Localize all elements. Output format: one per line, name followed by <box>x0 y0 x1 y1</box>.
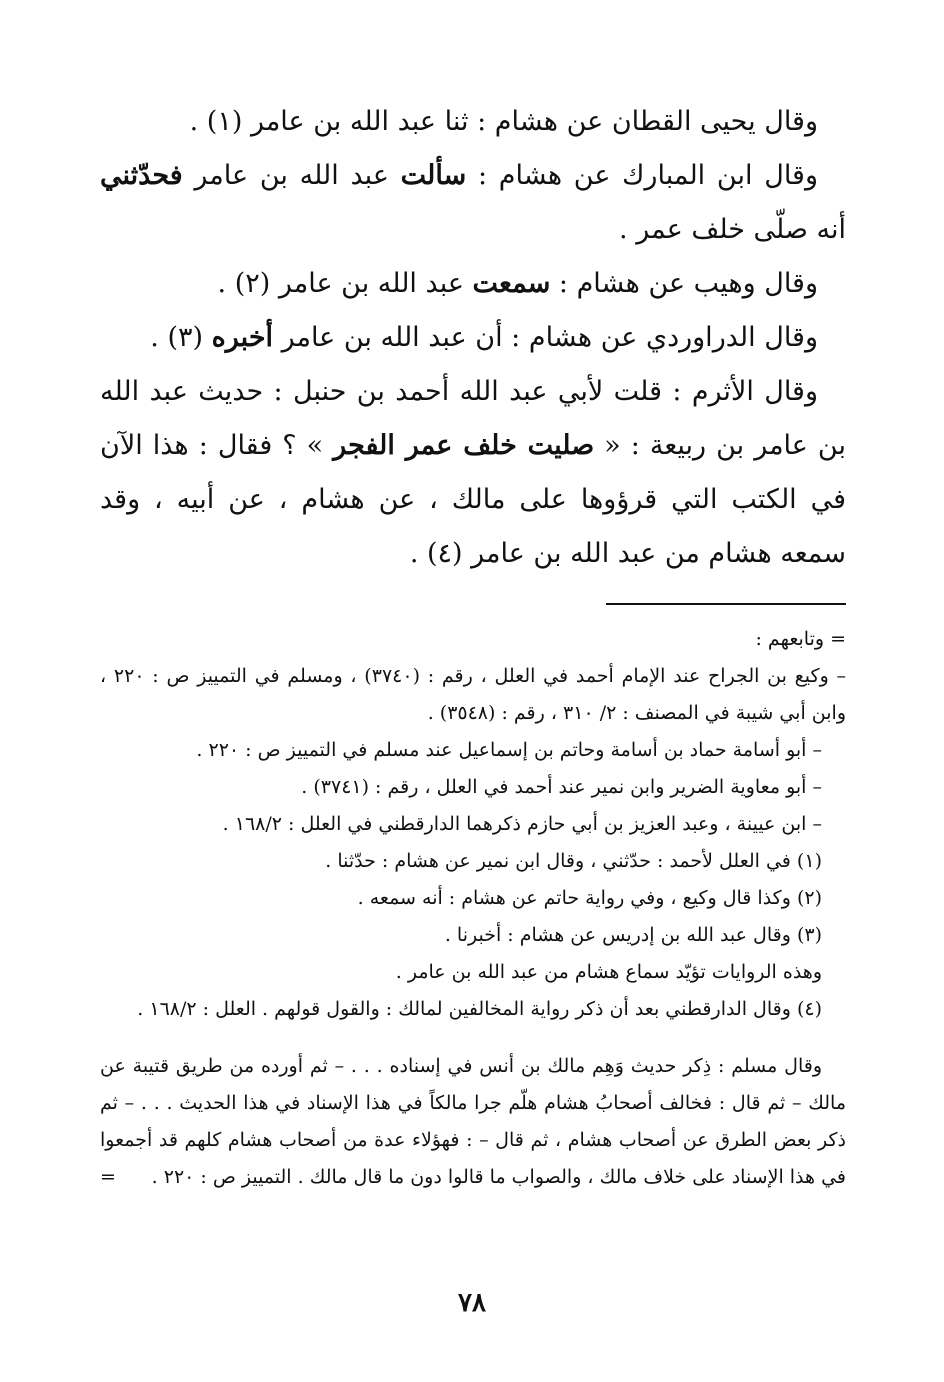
paragraph-3 <box>100 257 846 311</box>
footnote-line: – أبو معاوية الضرير وابن نمير عند أحمد في العلل ، رقم : (٣٧٤١) . <box>301 776 822 798</box>
paragraph-4-part-a: وقال الدراوردي عن هشام : أن عبد الله بن عامر <box>273 322 818 353</box>
paragraph-5-part-c: » ؟ فقال : هذا الآن في الكتب التي قرؤوها على مالك ، عن هشام ، عن أبيه ، وقد سمعه هشام من عبد الله بن عامر (٤) . <box>100 430 846 569</box>
footnote-line: – أبو أسامة حماد بن أسامة وحاتم بن إسماعيل عند مسلم في التمييز ص : ٢٢٠ . <box>196 739 822 761</box>
footnote-line: – ابن عيينة ، وعبد العزيز بن أبي حازم ذكرهما الدارقطني في العلل : ١٦٨/٢ . <box>222 813 822 835</box>
paragraph-4-part-c: (٣) . <box>150 322 212 353</box>
continuation-mark: = <box>100 1166 116 1188</box>
footnote-3: (٣) وقال عبد الله بن إدريس عن هشام : أخبرنا . <box>444 924 822 946</box>
footnote-continuation <box>100 1048 846 1196</box>
bold-hadith-title: صليت خلف عمر الفجر <box>333 430 595 461</box>
paragraph-2-part-e: أنه صلّى خلف عمر . <box>619 214 846 245</box>
paragraph-1: وقال يحيى القطان عن هشام : ثنا عبد الله بن عامر (١) . <box>189 106 818 137</box>
bold-word-fahaddathani: فحدّثني <box>100 160 183 191</box>
paragraph-2 <box>100 149 846 257</box>
continuation-text: وقال مسلم : ذِكر حديث وَهِم مالك بن أنس في إسناده . . . – ثم أورده من طريق قتيبة عن مالك – ثم قال : فخالف أصحابُ هشام هلّم جرا مالكاً في هذا الإسناد في هذا الحديث . . . – ثم ذكر بعض الطرق عن أصحاب هشام ، ثم قال – : فهؤلاء عدة من أصحاب هشام كلهم قد أجمعوا في هذا الإسناد على خلاف مالك ، والصواب ما قالوا دون ما قال مالك . التمييز ص : ٢٢٠ . <box>100 1055 846 1188</box>
footnote-line: وهذه الروايات تؤيّد سماع هشام من عبد الله بن عامر . <box>395 961 822 983</box>
footnote-2: (٢) وكذا قال وكيع ، وفي رواية حاتم عن هشام : أنه سمعه . <box>357 887 822 909</box>
paragraph-3-part-a: وقال وهيب عن هشام : <box>550 268 818 299</box>
footnote-1: (١) في العلل لأحمد : حدّثني ، وقال ابن نمير عن هشام : حدّثنا . <box>325 850 822 872</box>
bold-word-akhbarahu: أخبره <box>211 322 274 353</box>
paragraph-5 <box>100 365 846 581</box>
continuation-paragraph <box>100 1048 846 1196</box>
footnotes <box>100 621 846 1028</box>
bold-word-saalt: سألت <box>400 160 467 191</box>
page-number: ٧٨ <box>458 1288 486 1318</box>
footnote-4: (٤) وقال الدارقطني بعد أن ذكر رواية المخالفين لمالك : والقول قولهم . العلل : ١٦٨/٢ . <box>137 998 822 1020</box>
book-page <box>100 95 846 1355</box>
footnote-line: = وتابعهم : <box>755 628 846 650</box>
paragraph-4 <box>100 311 846 365</box>
main-text <box>100 95 846 581</box>
paragraph-2-part-a: وقال ابن المبارك عن هشام : <box>466 160 818 191</box>
paragraph-2-part-c: عبد الله بن عامر <box>182 160 401 191</box>
footnote-line: – وكيع بن الجراح عند الإمام أحمد في العلل ، رقم : (٣٧٤٠) ، ومسلم في التمييز ص : ٢٢٠ ، وابن أبي شيبة في المصنف : ٢/ ٣١٠ ، رقم : (٣٥٤٨) . <box>100 665 847 724</box>
paragraph-5-part-a: وقال الأثرم : قلت لأبي عبد الله أحمد بن حنبل : حديث عبد الله بن عامر بن ربيعة : « <box>100 376 846 461</box>
paragraph-3-part-c: عبد الله بن عامر (٢) . <box>217 268 473 299</box>
footnote-separator <box>606 603 846 605</box>
bold-word-samitu: سمعت <box>472 268 551 299</box>
